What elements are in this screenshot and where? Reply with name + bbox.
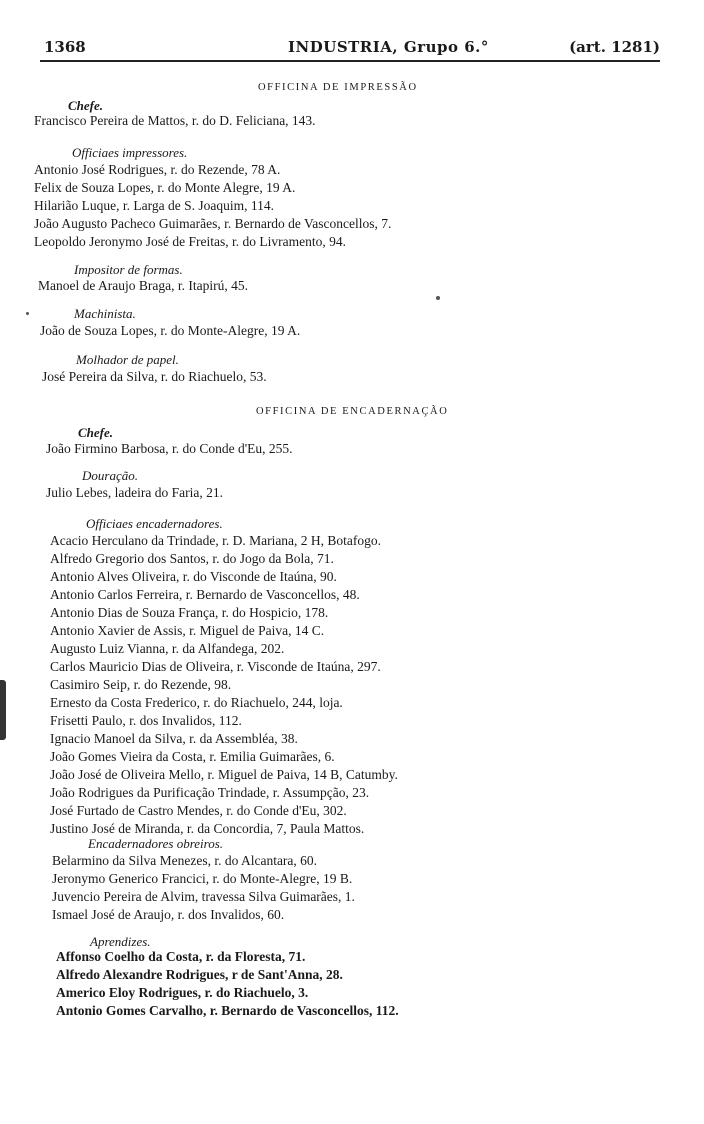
list-entry: João José de Oliveira Mello, r. Miguel de Paiva, 14 B, Catumby.: [50, 767, 398, 782]
list-binders: [50, 532, 398, 838]
list-entry: Hilarião Luque, r. Larga de S. Joaquim, 114.: [34, 198, 274, 213]
list-entry: Antonio José Rodrigues, r. do Rezende, 78 A.: [34, 162, 281, 177]
list-entry: João Augusto Pacheco Guimarães, r. Bernardo de Vasconcellos, 7.: [34, 216, 392, 231]
list-entry: Antonio Carlos Ferreira, r. Bernardo de Vasconcellos, 48.: [50, 587, 360, 602]
label-printing-chief: Chefe.: [68, 98, 104, 113]
list-entry: Alfredo Alexandre Rodrigues, r de Sant'Anna, 28.: [56, 967, 343, 982]
list-gilding: [46, 484, 223, 502]
list-machinist: [40, 322, 300, 340]
label-binding-chief: Chefe.: [78, 425, 114, 440]
list-entry: João Rodrigues da Purificação Trindade, r. Assumpção, 23.: [50, 785, 370, 800]
list-workers: [52, 852, 355, 924]
label-wetter: Molhador de papel.: [76, 352, 179, 367]
list-entry: João Firmino Barbosa, r. do Conde d'Eu, 255.: [46, 441, 293, 456]
running-title: [288, 38, 489, 56]
list-entry: Antonio Alves Oliveira, r. do Visconde de Itaúna, 90.: [50, 569, 337, 584]
label-workers: Encadernadores obreiros.: [88, 836, 224, 851]
list-wetter: [42, 368, 267, 386]
list-entry: Antonio Gomes Carvalho, r. Bernardo de Vasconcellos, 112.: [56, 1003, 399, 1018]
list-entry: Leopoldo Jeronymo José de Freitas, r. do Livramento, 94.: [34, 234, 346, 249]
list-printers: [34, 161, 391, 251]
label-gilding: Douração.: [82, 468, 138, 483]
label-compositor: Impositor de formas.: [74, 262, 183, 277]
label-apprentices: Aprendizes.: [90, 934, 151, 949]
list-entry: João de Souza Lopes, r. do Monte-Alegre, 19 A.: [40, 323, 301, 338]
list-entry: Frisetti Paulo, r. dos Invalidos, 112.: [50, 713, 242, 728]
list-entry: Ismael José de Araujo, r. dos Invalidos, 60.: [52, 907, 285, 922]
list-entry: José Pereira da Silva, r. do Riachuelo, 53.: [42, 369, 267, 384]
list-entry: Americo Eloy Rodrigues, r. do Riachuelo, 3.: [56, 985, 309, 1000]
list-entry: Belarmino da Silva Menezes, r. do Alcantara, 60.: [52, 853, 318, 868]
list-entry: Antonio Xavier de Assis, r. Miguel de Paiva, 14 C.: [50, 623, 325, 638]
label-machinist: Machinista.: [74, 306, 136, 321]
list-binding-chief: [46, 440, 293, 458]
list-entry: Ignacio Manoel da Silva, r. da Assembléa, 38.: [50, 731, 298, 746]
list-entry: Julio Lebes, ladeira do Faria, 21.: [46, 485, 223, 500]
label-binders: Officiaes encadernadores.: [86, 516, 223, 531]
header-rule: [40, 60, 660, 62]
list-entry: Alfredo Gregorio dos Santos, r. do Jogo da Bola, 71.: [50, 551, 334, 566]
list-compositor: [38, 277, 248, 295]
list-entry: José Furtado de Castro Mendes, r. do Conde d'Eu, 302.: [50, 803, 347, 818]
section-title-printing: OFFICINA DE IMPRESSÃO: [258, 82, 418, 93]
list-entry: Ernesto da Costa Frederico, r. do Riachuelo, 244, loja.: [50, 695, 343, 710]
section-title-binding: OFFICINA DE ENCADERNAÇÃO: [256, 406, 449, 417]
list-entry: Manoel de Araujo Braga, r. Itapirú, 45.: [38, 278, 248, 293]
list-entry: Acacio Herculano da Trindade, r. D. Mariana, 2 H, Botafogo.: [50, 533, 382, 548]
list-entry: João Gomes Vieira da Costa, r. Emilia Guimarães, 6.: [50, 749, 335, 764]
list-entry: Carlos Mauricio Dias de Oliveira, r. Visconde de Itaúna, 297.: [50, 659, 381, 674]
list-entry: Augusto Luiz Vianna, r. da Alfandega, 202.: [50, 641, 285, 656]
list-entry: Justino José de Miranda, r. da Concordia, 7, Paula Mattos.: [50, 821, 365, 836]
title-industria: INDUSTRIA,: [288, 38, 399, 56]
list-entry: Francisco Pereira de Mattos, r. do D. Feliciana, 143.: [34, 113, 316, 128]
list-printing-chief: [34, 112, 316, 130]
page-header: [30, 38, 660, 58]
page-number: 1368: [44, 38, 86, 56]
list-entry: Jeronymo Generico Francici, r. do Monte-Alegre, 19 B.: [52, 871, 353, 886]
list-entry: Affonso Coelho da Costa, r. da Floresta, 71.: [56, 949, 306, 964]
article-number: (art. 1281): [569, 38, 660, 56]
list-entry: Felix de Souza Lopes, r. do Monte Alegre, 19 A.: [34, 180, 296, 195]
ink-speck: [436, 296, 440, 300]
list-apprentices: [56, 948, 399, 1020]
list-entry: Casimiro Seip, r. do Rezende, 98.: [50, 677, 232, 692]
ink-speck: [26, 312, 29, 315]
label-printers: Officiaes impressores.: [72, 145, 188, 160]
binding-edge-mark: [0, 680, 6, 740]
group-label: Grupo 6.°: [403, 38, 489, 56]
list-entry: Juvencio Pereira de Alvim, travessa Silva Guimarães, 1.: [52, 889, 355, 904]
list-entry: Antonio Dias de Souza França, r. do Hospicio, 178.: [50, 605, 329, 620]
